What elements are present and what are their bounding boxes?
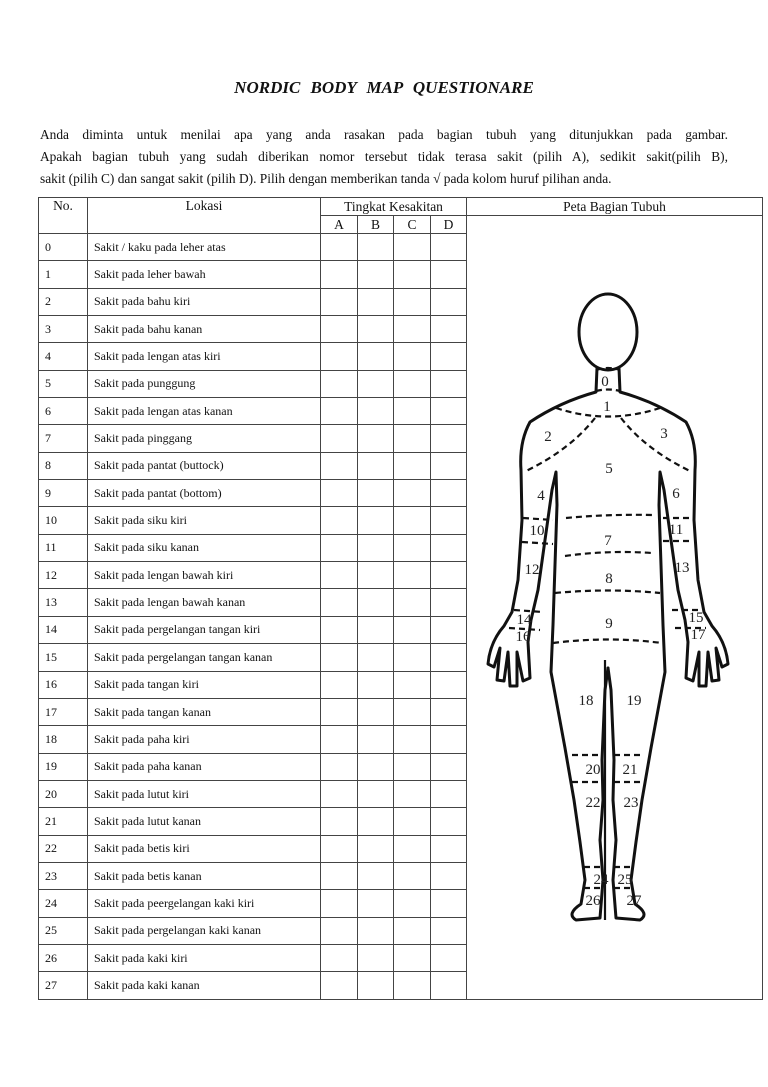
checkbox-d[interactable] — [431, 644, 467, 671]
row-location: Sakit / kaku pada leher atas — [88, 234, 321, 261]
checkbox-a[interactable] — [321, 944, 358, 971]
row-number: 12 — [39, 562, 88, 589]
row-number: 4 — [39, 343, 88, 370]
body-region-label: 3 — [660, 426, 668, 442]
body-region-label: 7 — [604, 533, 612, 549]
row-location: Sakit pada paha kiri — [88, 726, 321, 753]
row-location: Sakit pada betis kanan — [88, 862, 321, 889]
checkbox-d[interactable] — [431, 452, 467, 479]
checkbox-a[interactable] — [321, 507, 358, 534]
checkbox-d[interactable] — [431, 972, 467, 999]
checkbox-c[interactable] — [394, 480, 431, 507]
row-number: 10 — [39, 507, 88, 534]
body-region-label: 8 — [605, 571, 613, 587]
body-region-label: 19 — [626, 693, 642, 709]
body-map-cell — [467, 216, 763, 1000]
checkbox-a[interactable] — [321, 480, 358, 507]
body-region-label: 18 — [578, 693, 594, 709]
checkbox-c[interactable] — [394, 562, 431, 589]
body-region-label: 12 — [524, 562, 540, 578]
body-region-label: 0 — [601, 374, 609, 390]
checkbox-b[interactable] — [358, 507, 394, 534]
row-number: 24 — [39, 890, 88, 917]
body-region-label: 21 — [622, 762, 638, 778]
body-region-label: 17 — [690, 627, 706, 643]
row-location: Sakit pada lengan bawah kanan — [88, 589, 321, 616]
checkbox-d[interactable] — [431, 671, 467, 698]
checkbox-d[interactable] — [431, 534, 467, 561]
checkbox-d[interactable] — [431, 917, 467, 944]
instruction-line: sakit (pilih C) dan sangat sakit (pilih D). Pilih dengan memberikan tanda √ pada kolom huruf pilihan anda. — [40, 171, 612, 186]
checkbox-b[interactable] — [358, 726, 394, 753]
checkbox-a[interactable] — [321, 562, 358, 589]
body-region-label: 27 — [626, 893, 642, 909]
row-number: 1 — [39, 261, 88, 288]
checkbox-a[interactable] — [321, 890, 358, 917]
checkbox-a[interactable] — [321, 452, 358, 479]
body-region-label: 11 — [668, 522, 684, 538]
header-no: No. — [39, 198, 88, 234]
row-number: 3 — [39, 316, 88, 343]
row-location: Sakit pada betis kiri — [88, 835, 321, 862]
body-region-label: 15 — [688, 610, 704, 626]
body-region-label: 1 — [603, 399, 611, 415]
row-location: Sakit pada siku kiri — [88, 507, 321, 534]
body-region-label: 13 — [674, 560, 690, 576]
checkbox-b[interactable] — [358, 944, 394, 971]
checkbox-a[interactable] — [321, 534, 358, 561]
checkbox-b[interactable] — [358, 480, 394, 507]
checkbox-c[interactable] — [394, 835, 431, 862]
checkbox-a[interactable] — [321, 972, 358, 999]
checkbox-b[interactable] — [358, 753, 394, 780]
checkbox-a[interactable] — [321, 316, 358, 343]
checkbox-d[interactable] — [431, 562, 467, 589]
checkbox-a[interactable] — [321, 425, 358, 452]
row-location: Sakit pada kaki kanan — [88, 972, 321, 999]
checkbox-b[interactable] — [358, 261, 394, 288]
checkbox-a[interactable] — [321, 644, 358, 671]
row-number: 15 — [39, 644, 88, 671]
checkbox-b[interactable] — [358, 644, 394, 671]
checkbox-c[interactable] — [394, 726, 431, 753]
checkbox-b[interactable] — [358, 972, 394, 999]
checkbox-a[interactable] — [321, 261, 358, 288]
page-title: NORDIC BODY MAP QUESTIONARE — [234, 78, 534, 97]
header-peta-bagian-tubuh: Peta Bagian Tubuh — [467, 198, 763, 216]
row-location: Sakit pada pergelangan tangan kiri — [88, 616, 321, 643]
checkbox-d[interactable] — [431, 425, 467, 452]
row-number: 8 — [39, 452, 88, 479]
checkbox-d[interactable] — [431, 288, 467, 315]
checkbox-b[interactable] — [358, 589, 394, 616]
checkbox-c[interactable] — [394, 890, 431, 917]
body-region-label: 23 — [623, 795, 639, 811]
row-number: 5 — [39, 370, 88, 397]
body-region-label: 22 — [585, 795, 601, 811]
instructions — [40, 124, 728, 190]
row-location: Sakit pada siku kanan — [88, 534, 321, 561]
checkbox-a[interactable] — [321, 753, 358, 780]
row-location: Sakit pada lengan bawah kiri — [88, 562, 321, 589]
checkbox-c[interactable] — [394, 288, 431, 315]
checkbox-a[interactable] — [321, 780, 358, 807]
header-lokasi: Lokasi — [88, 198, 321, 234]
row-number: 21 — [39, 808, 88, 835]
checkbox-b[interactable] — [358, 616, 394, 643]
checkbox-a[interactable] — [321, 698, 358, 725]
checkbox-c[interactable] — [394, 398, 431, 425]
checkbox-b[interactable] — [358, 316, 394, 343]
checkbox-d[interactable] — [431, 589, 467, 616]
body-region-label: 24 — [593, 872, 609, 888]
checkbox-d[interactable] — [431, 890, 467, 917]
row-location: Sakit pada peergelangan kaki kiri — [88, 890, 321, 917]
checkbox-b[interactable] — [358, 398, 394, 425]
row-location: Sakit pada lengan atas kanan — [88, 398, 321, 425]
row-number: 18 — [39, 726, 88, 753]
row-number: 23 — [39, 862, 88, 889]
checkbox-d[interactable] — [431, 261, 467, 288]
row-location: Sakit pada bahu kiri — [88, 288, 321, 315]
header-level-d: D — [431, 216, 467, 234]
checkbox-c[interactable] — [394, 316, 431, 343]
row-location: Sakit pada tangan kiri — [88, 671, 321, 698]
row-location: Sakit pada punggung — [88, 370, 321, 397]
checkbox-b[interactable] — [358, 835, 394, 862]
checkbox-d[interactable] — [431, 835, 467, 862]
row-number: 22 — [39, 835, 88, 862]
checkbox-d[interactable] — [431, 316, 467, 343]
checkbox-c[interactable] — [394, 862, 431, 889]
checkbox-a[interactable] — [321, 589, 358, 616]
checkbox-a[interactable] — [321, 616, 358, 643]
checkbox-a[interactable] — [321, 288, 358, 315]
checkbox-c[interactable] — [394, 616, 431, 643]
row-location: Sakit pada paha kanan — [88, 753, 321, 780]
checkbox-a[interactable] — [321, 835, 358, 862]
instruction-line: Anda diminta untuk menilai apa yang anda rasakan pada bagian tubuh yang ditunjukkan pada gambar. — [40, 127, 728, 142]
checkbox-c[interactable] — [394, 425, 431, 452]
body-region-label: 5 — [605, 461, 613, 477]
row-number: 20 — [39, 780, 88, 807]
checkbox-d[interactable] — [431, 480, 467, 507]
row-location: Sakit pada kaki kiri — [88, 944, 321, 971]
checkbox-d[interactable] — [431, 862, 467, 889]
row-location: Sakit pada lengan atas kiri — [88, 343, 321, 370]
checkbox-b[interactable] — [358, 425, 394, 452]
checkbox-a[interactable] — [321, 726, 358, 753]
row-location: Sakit pada pergelangan tangan kanan — [88, 644, 321, 671]
checkbox-c[interactable] — [394, 507, 431, 534]
body-region-label: 9 — [605, 616, 613, 632]
checkbox-c[interactable] — [394, 698, 431, 725]
checkbox-b[interactable] — [358, 780, 394, 807]
questionnaire-table — [38, 197, 763, 1000]
checkbox-a[interactable] — [321, 343, 358, 370]
row-number: 27 — [39, 972, 88, 999]
checkbox-b[interactable] — [358, 562, 394, 589]
body-region-label: 25 — [617, 872, 633, 888]
checkbox-c[interactable] — [394, 944, 431, 971]
row-location: Sakit pada leher bawah — [88, 261, 321, 288]
body-region-label: 2 — [544, 429, 552, 445]
row-location: Sakit pada pergelangan kaki kanan — [88, 917, 321, 944]
checkbox-c[interactable] — [394, 343, 431, 370]
checkbox-b[interactable] — [358, 288, 394, 315]
checkbox-a[interactable] — [321, 398, 358, 425]
checkbox-b[interactable] — [358, 890, 394, 917]
row-location: Sakit pada pantat (buttock) — [88, 452, 321, 479]
checkbox-d[interactable] — [431, 780, 467, 807]
row-number: 9 — [39, 480, 88, 507]
checkbox-c[interactable] — [394, 780, 431, 807]
row-location: Sakit pada bahu kanan — [88, 316, 321, 343]
header-level-c: C — [394, 216, 431, 234]
checkbox-c[interactable] — [394, 917, 431, 944]
checkbox-c[interactable] — [394, 972, 431, 999]
row-number: 0 — [39, 234, 88, 261]
checkbox-d[interactable] — [431, 616, 467, 643]
body-region-label: 16 — [515, 629, 531, 645]
row-number: 16 — [39, 671, 88, 698]
checkbox-b[interactable] — [358, 534, 394, 561]
row-number: 25 — [39, 917, 88, 944]
checkbox-c[interactable] — [394, 753, 431, 780]
row-location: Sakit pada tangan kanan — [88, 698, 321, 725]
header-tingkat-kesakitan: Tingkat Kesakitan — [321, 198, 467, 216]
checkbox-c[interactable] — [394, 644, 431, 671]
checkbox-d[interactable] — [431, 507, 467, 534]
checkbox-b[interactable] — [358, 234, 394, 261]
body-region-label: 4 — [537, 488, 545, 504]
checkbox-a[interactable] — [321, 808, 358, 835]
checkbox-c[interactable] — [394, 808, 431, 835]
checkbox-b[interactable] — [358, 698, 394, 725]
checkbox-b[interactable] — [358, 671, 394, 698]
checkbox-d[interactable] — [431, 398, 467, 425]
checkbox-c[interactable] — [394, 671, 431, 698]
checkbox-d[interactable] — [431, 698, 467, 725]
row-number: 11 — [39, 534, 88, 561]
row-number: 2 — [39, 288, 88, 315]
instruction-line: Apakah bagian tubuh yang sudah diberikan nomor tersebut tidak terasa sakit (pilih A), sedikit sakit(pilih B), — [40, 149, 728, 164]
checkbox-b[interactable] — [358, 370, 394, 397]
checkbox-a[interactable] — [321, 917, 358, 944]
row-number: 6 — [39, 398, 88, 425]
checkbox-a[interactable] — [321, 862, 358, 889]
row-number: 19 — [39, 753, 88, 780]
row-number: 13 — [39, 589, 88, 616]
body-region-label: 6 — [672, 486, 680, 502]
checkbox-d[interactable] — [431, 234, 467, 261]
checkbox-c[interactable] — [394, 261, 431, 288]
body-region-label: 14 — [516, 612, 532, 628]
row-location: Sakit pada lutut kanan — [88, 808, 321, 835]
checkbox-c[interactable] — [394, 589, 431, 616]
checkbox-c[interactable] — [394, 234, 431, 261]
body-region-label: 26 — [585, 893, 601, 909]
header-level-a: A — [321, 216, 358, 234]
checkbox-b[interactable] — [358, 452, 394, 479]
row-location: Sakit pada pantat (bottom) — [88, 480, 321, 507]
checkbox-b[interactable] — [358, 862, 394, 889]
row-location: Sakit pada lutut kiri — [88, 780, 321, 807]
checkbox-b[interactable] — [358, 343, 394, 370]
row-number: 17 — [39, 698, 88, 725]
checkbox-a[interactable] — [321, 671, 358, 698]
checkbox-d[interactable] — [431, 370, 467, 397]
checkbox-d[interactable] — [431, 726, 467, 753]
checkbox-d[interactable] — [431, 753, 467, 780]
row-number: 26 — [39, 944, 88, 971]
checkbox-c[interactable] — [394, 534, 431, 561]
row-number: 7 — [39, 425, 88, 452]
row-number: 14 — [39, 616, 88, 643]
checkbox-d[interactable] — [431, 944, 467, 971]
checkbox-b[interactable] — [358, 917, 394, 944]
checkbox-a[interactable] — [321, 234, 358, 261]
checkbox-c[interactable] — [394, 370, 431, 397]
header-level-b: B — [358, 216, 394, 234]
checkbox-b[interactable] — [358, 808, 394, 835]
checkbox-c[interactable] — [394, 452, 431, 479]
body-region-label: 10 — [529, 523, 545, 539]
body-region-label: 20 — [585, 762, 601, 778]
checkbox-d[interactable] — [431, 808, 467, 835]
checkbox-d[interactable] — [431, 343, 467, 370]
row-location: Sakit pada pinggang — [88, 425, 321, 452]
checkbox-a[interactable] — [321, 370, 358, 397]
